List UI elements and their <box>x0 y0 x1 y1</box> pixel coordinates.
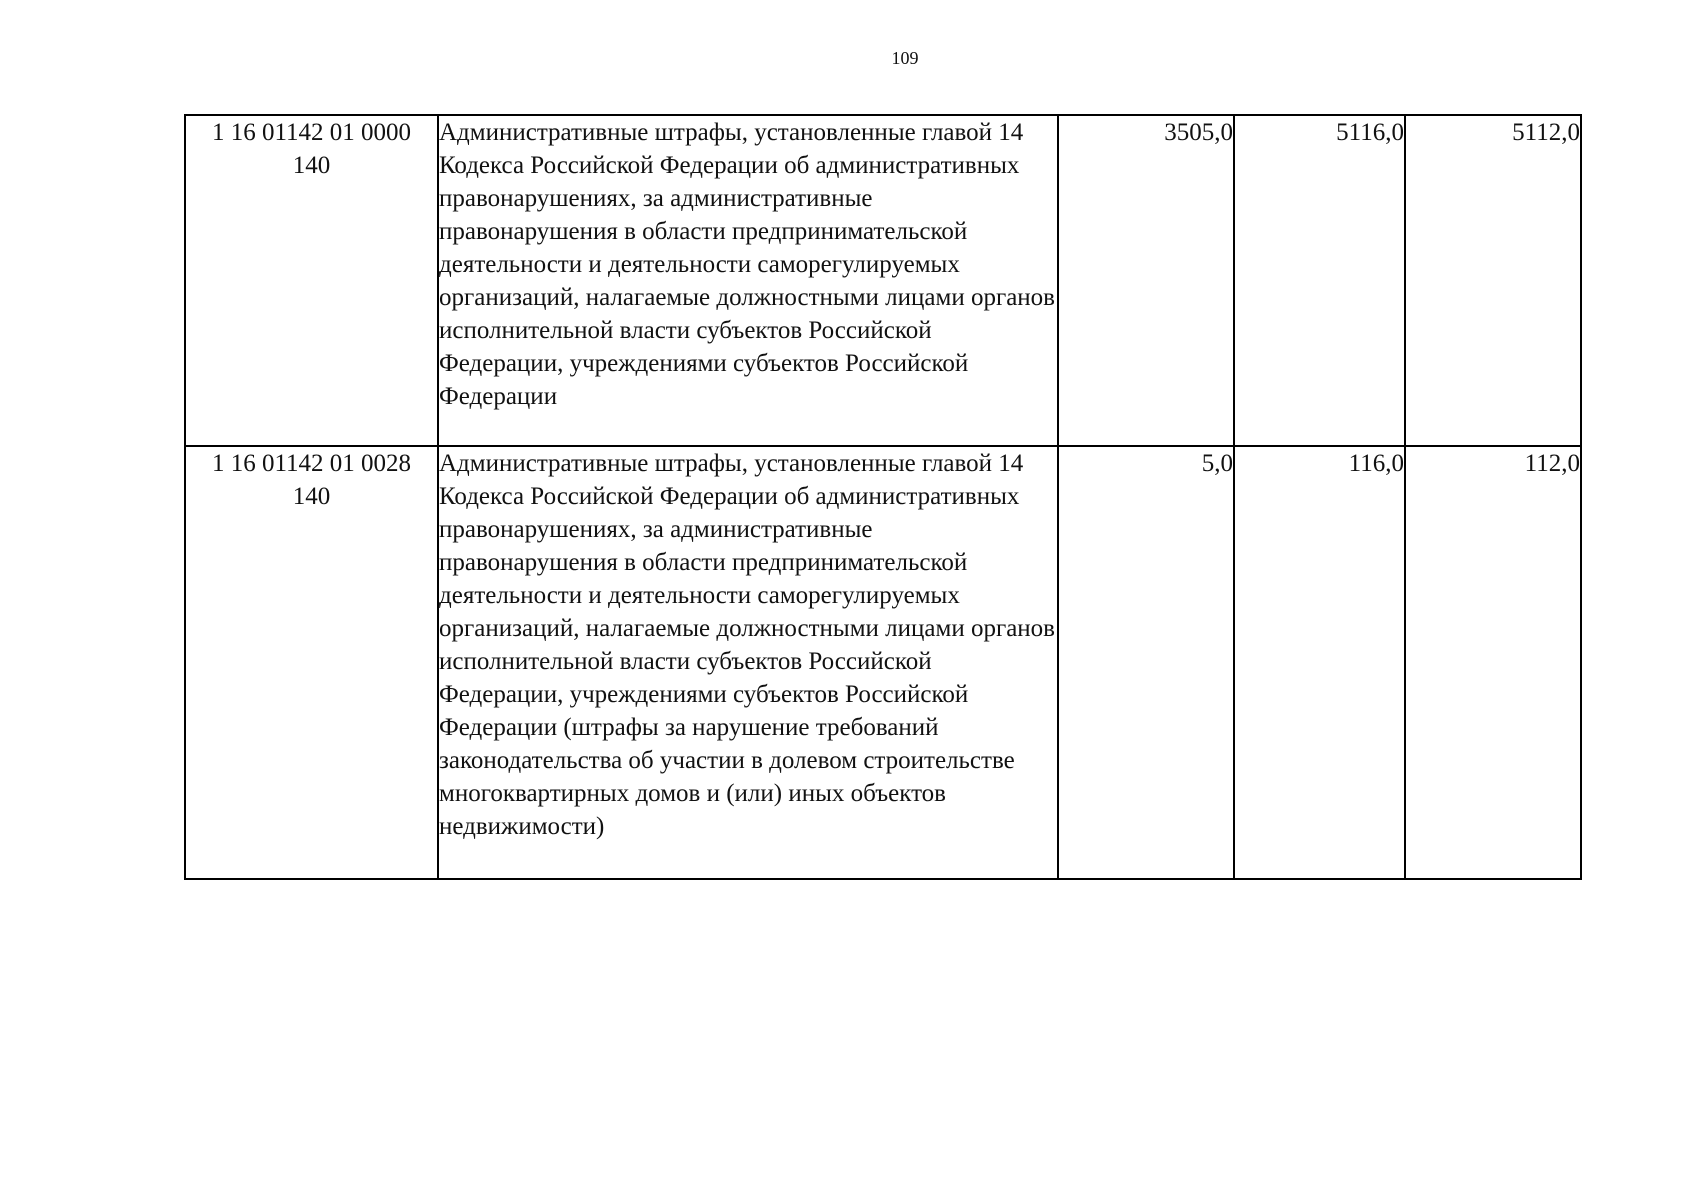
budget-code-cell <box>185 446 438 879</box>
value-cell-3: 112,0 <box>1405 446 1581 879</box>
description-cell: Административные штрафы, установленные главой 14 Кодекса Российской Федерации об административных правонарушениях, за административные правонарушения в области предпринимательской деятельности и деятельности саморегулируемых организаций, налагаемые должностными лицами органов исполнительной власти субъектов Российской Федерации, учреждениями субъектов Российской Федерации (штрафы за нарушение требований законодательства об участии в долевом строительстве многоквартирных домов и (или) иных объектов недвижимости) <box>438 446 1058 879</box>
page-number: 109 <box>891 48 919 68</box>
budget-code-line: 1 16 01142 01 0000 <box>211 119 412 146</box>
value-cell-2: 116,0 <box>1234 446 1405 879</box>
value-cell-2: 5116,0 <box>1234 115 1405 446</box>
table-row <box>185 446 1581 879</box>
budget-code-line: 140 <box>292 152 331 179</box>
description-cell: Административные штрафы, установленные главой 14 Кодекса Российской Федерации об административных правонарушениях, за административные правонарушения в области предпринимательской деятельности и деятельности саморегулируемых организаций, налагаемые должностными лицами органов исполнительной власти субъектов Российской Федерации, учреждениями субъектов Российской Федерации <box>438 115 1058 446</box>
budget-code-line: 1 16 01142 01 0028 <box>211 450 412 477</box>
table-row <box>185 115 1581 446</box>
value-cell-1: 5,0 <box>1058 446 1234 879</box>
budget-code-line: 140 <box>292 483 331 510</box>
budget-table <box>184 114 1582 880</box>
value-cell-3: 5112,0 <box>1405 115 1581 446</box>
budget-code-cell <box>185 115 438 446</box>
value-cell-1: 3505,0 <box>1058 115 1234 446</box>
